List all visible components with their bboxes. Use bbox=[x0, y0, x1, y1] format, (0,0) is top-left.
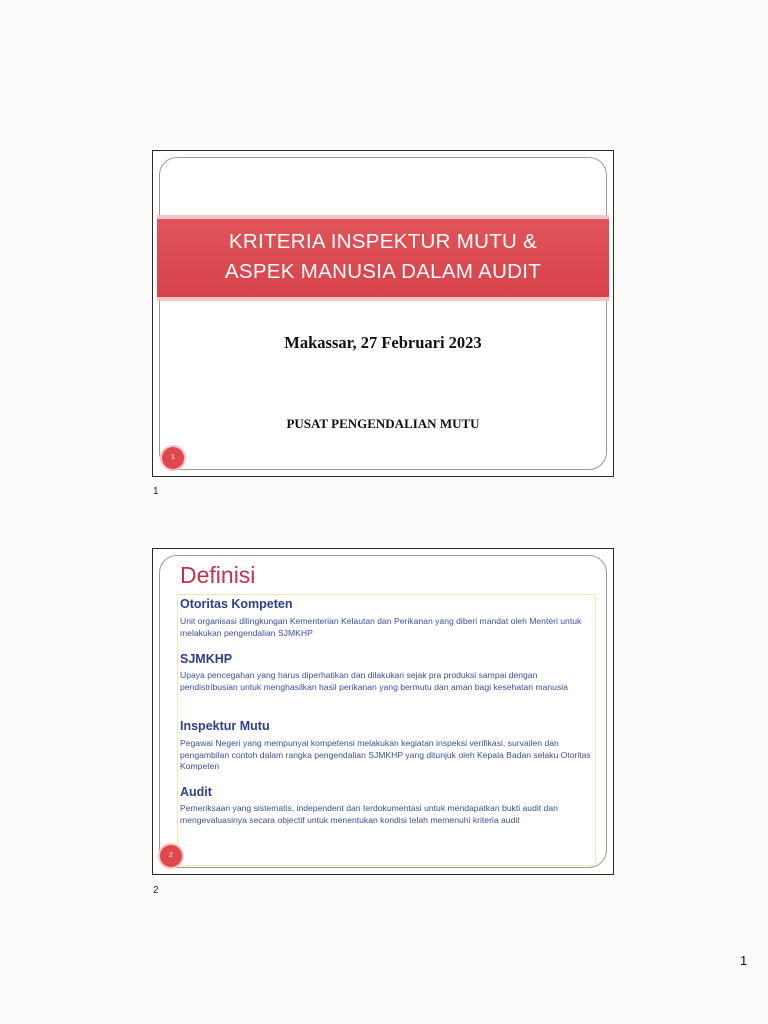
title-line-1: KRITERIA INSPEKTUR MUTU & bbox=[228, 230, 538, 253]
handout-label-1: 1 bbox=[153, 486, 159, 497]
definition-text: Pemeriksaan yang sistematis, independent dan terdokumentasi untuk mendapatkan bukti audit dan mengevaluasinya secara objectif untuk menentukan kondisi telah memenuhi kriteria audit bbox=[180, 803, 558, 825]
definition-term: SJMKHP bbox=[180, 652, 233, 666]
slide-1 bbox=[152, 150, 614, 477]
title-band bbox=[157, 219, 609, 297]
organization-name: PUSAT PENGENDALIAN MUTU bbox=[286, 416, 480, 431]
definition-term: Inspektur Mutu bbox=[180, 719, 270, 733]
definition-term: Otoritas Kompeten bbox=[180, 597, 293, 611]
slide-2 bbox=[152, 548, 614, 875]
slide-number-badge: 2 bbox=[160, 845, 182, 867]
title-line-2: ASPEK MANUSIA DALAM AUDIT bbox=[224, 260, 542, 283]
definition-text: Pegawai Negeri yang mempunyai kompetensi melakukan kegiatan inspeksi verifikasi, survailen dan pengambilan contoh dalam rangka pengendalian SJMKHP yang ditunjuk oleh Kepala Badan selaku Otoritas Kompeten bbox=[180, 738, 591, 771]
page-number: 1 bbox=[740, 953, 748, 968]
slide-number-badge: 1 bbox=[162, 447, 184, 469]
slide-title: Definisi bbox=[180, 562, 256, 588]
definition-text: Upaya pencegahan yang harus diperhatikan dan dilakukan sejak pra produksi sampai dengan pendistribusian untuk menghasilkan hasil perikanan yang bermutu dan aman bagi kesehatan manusia bbox=[180, 670, 568, 692]
definition-term: Audit bbox=[180, 785, 212, 799]
handout-label-2: 2 bbox=[153, 885, 159, 896]
date-line: Makassar, 27 Februari 2023 bbox=[284, 333, 482, 352]
definition-text: Unit organisasi dilingkungan Kementerian Kelautan dan Perikanan yang diberi mandat oleh Menteri untuk melakukan pengendalian SJMKHP bbox=[180, 616, 582, 638]
